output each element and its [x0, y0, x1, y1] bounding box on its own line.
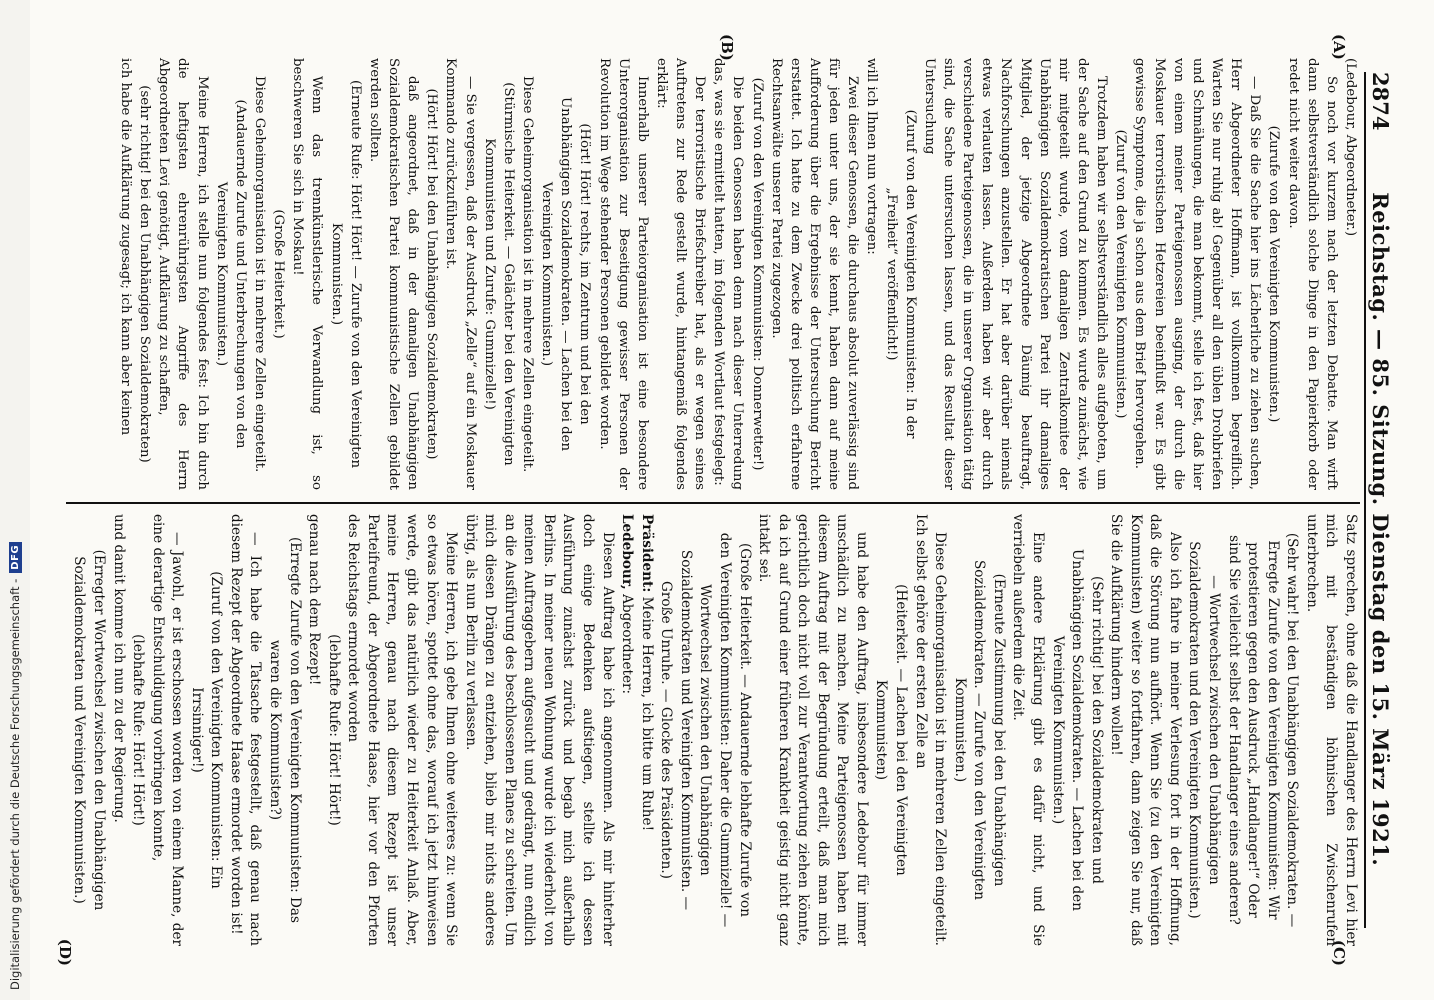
paragraph: ich habe die Aufklärung zugesagt; ich kann aber keinen	[118, 58, 133, 436]
paragraph: — Jawohl, er ist erschossen worden von einem Manne, der eine derartige Entschuldigung vorbringen konnte,	[149, 514, 186, 946]
page-title: Reichstag. — 85. Sitzung. Dienstag den 15. März 1921.	[1368, 192, 1393, 867]
interjection: (Heiterkeit. — Lachen bei den Vereinigten Kommunisten)	[873, 584, 910, 876]
paragraph: und damit komme ich nun zu der Regierung.	[110, 514, 127, 823]
digitization-footer	[0, 0, 30, 1000]
interjection: (Erneute Rufe: Hört! Hört! — Zurufe von den Vereinigten Kommunisten.)	[328, 79, 363, 469]
interjection: (sehr richtig! bei den Unabhängigen Sozialdemokraten)	[137, 85, 153, 463]
interjection: (lebhafte Rufe: Hört! Hört!)	[325, 634, 342, 826]
page-body	[56, 28, 1404, 972]
paragraph: — Sie vergessen, daß der Ausdruck „Zelle“ auf ein Moskauer Kommando zurückzuführen ist.	[443, 58, 478, 490]
interjection: (Erregter Wortwechsel zwischen den Unabhängigen Sozialdemokraten und Vereinigten Kommunisten.)	[71, 549, 107, 911]
paragraph: Satz sprechen, ohne daß die Handlanger des Herrn Levi hier mich mit beständigen höhnischen Zwischenrufen unterbrechen.	[1303, 514, 1359, 946]
paragraph: Wenn das trennkünstlerische Verwandlung ist, so beschweren Sie sich in Moskau!	[290, 58, 325, 490]
interjection: (lebhafte Rufe: Hört! Hört!)	[130, 634, 147, 826]
paragraph: (Ledebour, Abgeordneter.)	[1343, 58, 1358, 237]
interjection: (Zurufe von den Vereinigten Kommunisten.)	[1266, 125, 1282, 423]
paragraph: Diese Geheimorganisation ist in mehrere Zellen eingeteilt.	[519, 76, 535, 473]
paragraph: — Ich habe die Tatsache festgestellt, daß genau nach diesem Rezept der Abgeordnete Haase ermordet worden ist!	[227, 514, 264, 946]
paragraph: daß angeordnet, daß in der damaligen Unabhängigen Sozialdemokratischen Partei kommunistische Zellen gebildet werden sollten.	[366, 58, 421, 490]
interjection: (Zuruf von den Vereinigten Kommunisten: Ein Irrsinniger!)	[188, 571, 225, 889]
footer-credit	[8, 542, 22, 990]
paragraph: Innerhalb unserer Parteiorganisation ist eine besondere Unterorganisation zur Beseitigung gewisser Personen der Revolution im Wege stehender Personen gebildet worden.	[596, 58, 650, 490]
paragraph: Der terroristische Briefschreiber hat, als er wegen seines Auftretens zur Rede gestellt wurde, hintangemäß folgendes erklärt:	[653, 58, 708, 490]
page-number: 2874	[1368, 72, 1393, 131]
interjection: (Zuruf von den Vereinigten Kommunisten: Donnerwetter!)	[749, 77, 765, 471]
paragraph: Eine andere Erklärung gibt es dafür nicht, und Sie verriebeln außerdem die Zeit.	[1010, 514, 1046, 946]
speaker-line	[617, 514, 637, 946]
running-head	[1364, 72, 1404, 928]
interjection: (Zuruf von den Vereinigten Kommunisten.)	[1113, 129, 1129, 419]
interjection: (Erneute Zustimmung bei den Unabhängigen Sozialdemokraten. — Zurufe von den Vereinigten Kommunisten.)	[951, 559, 1007, 901]
right-column	[69, 514, 1360, 946]
paragraph: und habe den Auftrag, insbesondere Ledebour für immer unschädlich zu machen. Meine Parteigenossen haben mit diesem Auftrag mit der Begründung erteilt, daß man mich gerichtlich doch nicht voll zur Verantwortung ziehen könnte, da ich auf Grund einer früheren Krankheit geistig nicht ganz intakt sei.	[756, 514, 870, 946]
speaker-text: Meine Herren, ich bitte um Ruhe!	[638, 596, 655, 832]
paragraph: Also ich fahre in meiner Verlesung fort in der Hoffnung, daß die Störung nun aufhört. Wenn Sie (zu den Vereinigten Kommunisten) weiter so fortfahren, dann zeigen Sie nur, daß Sie die Aufklärung hindern wollen!	[1108, 514, 1183, 946]
paragraph: — Daß Sie die Sache hier ins Lächerliche zu ziehen suchen, Herr Abgeordneter Hoffmann, ist vollkommen begreiflich. Warten Sie nur ruhig ab! Gegenüber all den üblen Drohbriefen und Schmähungen, die man bekommt, stelle ich fest, daß hier von einem meiner Parteigenossen ausging, der durch die Moskauer terroristischen Hetzereien beeinflußt war. Es gibt gewisse Symptome, die ja schon aus dem Brief hervorgehen.	[1132, 58, 1263, 490]
column-divider	[66, 502, 1360, 504]
speaker-name: Präsident:	[638, 514, 655, 593]
paragraph: Zwei dieser Genossen, die durchaus absolut zuverlässig sind für jeden unter uns, der sie kennt, haben dann auf meine Aufforderung über die Ergebnisse der Untersuchung Bericht erstattet. Ich hatte zu dem Zwecke drei politisch erfahrene Rechtsanwälte unserer Partei zugezogen.	[768, 58, 861, 490]
margin-label-c: (C)	[1330, 939, 1348, 966]
scanned-page	[30, 0, 1434, 1000]
interjection: (Sehr richtig! bei den Sozialdemokraten und Unabhängigen Sozialdemokraten. — Lachen bei den Vereinigten Kommunisten.)	[1049, 549, 1105, 911]
interjection: (Erregte Zurufe von den Vereinigten Kommunisten: Das waren die Kommunisten?)	[267, 536, 303, 924]
interjection: (Hört! Hört! bei den Unabhängigen Sozialdemokraten)	[424, 88, 440, 460]
left-column	[116, 58, 1360, 490]
interjection: (Zuruf von den Vereinigten Kommunisten: In der „Freiheit“ veröffentlicht!)	[883, 109, 918, 439]
margin-label-a: (A)	[1330, 34, 1348, 60]
paragraph: Diese Geheimorganisation ist in mehreren Zellen eingeteilt. Ich selbst gehöre der ersten Zelle an	[912, 514, 949, 946]
interjection: (Große Heiterkeit.)	[271, 209, 287, 339]
interjection: (Große Heiterkeit. — Andauernde lebhafte Zurufe von den Vereinigten Kommunisten: Daher die Gummizelle! — Wortwechsel zwischen den Unabhängigen Sozialdemokraten und Vereinigten Kommunisten. — Große Unruhe. — Glocke des Präsidenten.)	[658, 532, 753, 928]
speaker-name: Ledebour,	[619, 514, 636, 590]
interjection: (Sehr wahr! bei den Unabhängigen Sozialdemokraten. — Erregte Zurufe von den Vereinigten Kommunisten: Wir protestieren gegen den Ausdruck „Handlanger!“ Oder sind Sie vielleicht selbst der Handlanger eines anderen? — Wortwechsel zwischen den Unabhängigen Sozialdemokraten und den Vereinigten Kommunisten.)	[1186, 532, 1301, 928]
paragraph: will ich Ihnen nun vortragen:	[864, 58, 880, 255]
dfg-logo: DFG	[9, 542, 22, 573]
margin-label-b: (B)	[718, 34, 736, 61]
paragraph: Meine Herren, ich gebe Ihnen ohne weiteres zu: wenn Sie so etwas hören, spottet ohne das, worauf ich jetzt hinweisen werde, gibt das natürlich wieder zu Heiterkeit Anlaß. Aber, meine Herren, genau nach diesem Rezept ist unser Parteifreund, der Abgeordnete Haase, hier vor den Pforten des Reichstags ermordet worden	[345, 514, 460, 946]
paragraph: Diesen Auftrag habe ich angenommen. Als mir hinterher doch einige Bedenken aufstiegen, stellte ich dessen Ausführung zunächst zurück und begab mich außerhalb Berlins. In meiner neuen Wohnung wurde ich wiederholt von meinen Auftraggebern aufgesucht und gedrängt, nun endlich an die Ausführung des beschlossenen Planes zu schreiten. Um mich diesen Drängen zu entziehen, blieb mir nichts anderes übrig, als nun Berlin zu verlassen.	[462, 514, 616, 946]
paragraph: Die beiden Genossen haben denn nach dieser Unterredung das, was sie ermittelt hatten, im folgenden Wortlaut festgelegt:	[711, 58, 746, 490]
paragraph: So noch vor kurzem nach der letzten Debatte. Man wirft dann selbstverständlich solche Dinge in den Papierkorb oder redet nicht weiter davon.	[1285, 58, 1339, 490]
interjection: (Hört! Hört! rechts, im Zentrum und bei den Unabhängigen Sozialdemokraten. — Lachen bei den Vereinigten Kommunisten.)	[539, 96, 593, 452]
paragraph: Diese Geheimorganisation ist in mehrere Zellen eingeteilt.	[251, 76, 267, 473]
paragraph: genau nach dem Rezept!	[306, 514, 323, 686]
interjection: (Andauernde Zurufe und Unterbrechungen von den Vereinigten Kommunisten.)	[213, 99, 248, 449]
paragraph: Meine Herren, ich stelle nun folgendes fest: Ich bin durch die heftigsten ehrenrührigsten Angriffe des Herrn Abgeordneten Levi genötigt, Aufklärung zu schaffen,	[156, 58, 210, 490]
footer-text: Digitalisierung gefördert durch die Deutsche Forschungsgemeinschaft -	[8, 578, 22, 990]
margin-label-d: (D)	[56, 938, 74, 966]
speaker-line	[636, 514, 656, 946]
speaker-text: Abgeordneter:	[619, 594, 636, 695]
paragraph: Trotzdem haben wir selbstverständlich alles aufgeboten, um der Sache auf den Grund zu kommen. Es wurde zunächst, wie mir mitgeteilt wurde, vom damaligen Zentralkomitee der Unabhängigen Sozialdemokratischen Partei ihr damaliges Mitglied, der jetzige Abgeordnete Däumig beauftragt, Nachforschungen anzustellen. Er hat aber darüber niemals etwas verlauten lassen. Außerdem haben wir aber durch verschiedene Parteigenossen, die in unserer Organisation tätig sind, die Sache untersuchen lassen, und das Resultat dieser Untersuchung	[921, 58, 1110, 490]
interjection: (Stürmische Heiterkeit. — Gelächter bei den Vereinigten Kommunisten und Zurufe: Gummizelle!)	[481, 82, 516, 466]
